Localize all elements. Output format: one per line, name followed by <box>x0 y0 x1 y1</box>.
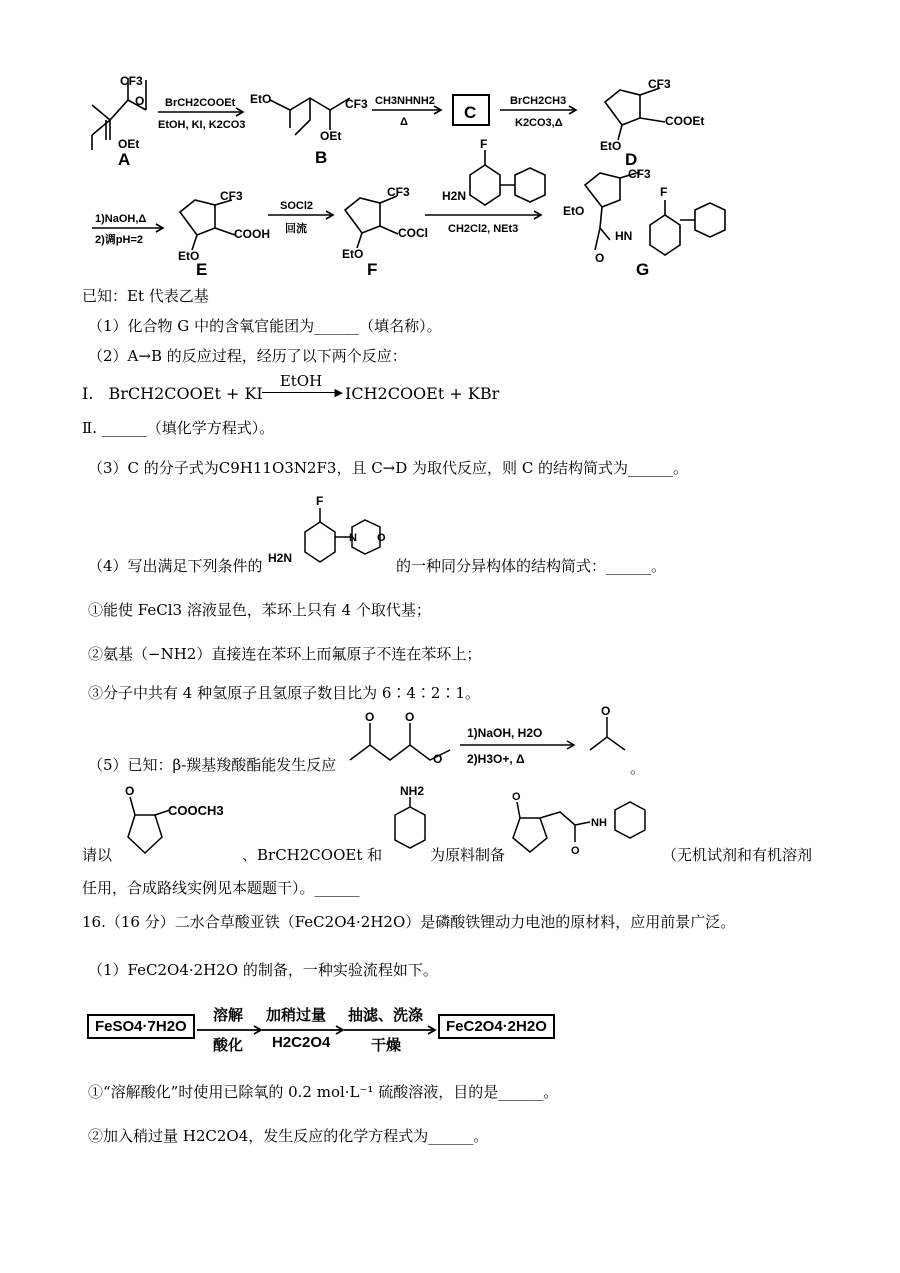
equation-i-label: Ⅰ. <box>82 384 94 403</box>
q5-target-o2: O <box>571 845 580 857</box>
q4-structure-o: O <box>377 532 386 544</box>
flow-step-3-top: 抽滤、洗涤 <box>348 1007 424 1024</box>
question-16-b: ②加入稍过量 H2C2O4，发生反应的化学方程式为______。 <box>88 1127 489 1145</box>
amine-reagent-ring <box>470 150 545 205</box>
equation-i-cond: EtOH <box>279 372 323 390</box>
a-cf3: CF3 <box>120 74 143 88</box>
b-eto: EtO <box>250 92 272 106</box>
molecule-f-ring <box>345 196 398 248</box>
q4-structure-f: F <box>316 494 324 508</box>
question-3: （3）C 的分子式为C9H11O3N2F3，且 C→D 为取代反应，则 C 的结构简式为______。 <box>88 459 689 477</box>
molecule-e-ring <box>180 200 235 250</box>
question-2-ii: Ⅱ. ______（填化学方程式）。 <box>82 419 275 437</box>
a-oet: OEt <box>118 137 140 151</box>
d-cf3: CF3 <box>648 77 671 91</box>
label-d: D <box>625 150 638 169</box>
q5-cyclopentanone-ester <box>110 785 250 875</box>
question-16-1: （1）FeC2O4·2H2O 的制备，一种实验流程如下。 <box>88 961 438 979</box>
known-note: 已知：Et 代表乙基 <box>82 287 209 305</box>
question-4-cond-3: ③分子中共有 4 种氢原子且氢原子数目比为 6∶4∶2∶1。 <box>88 684 481 702</box>
arrow-b-c-bottom: Δ <box>400 116 408 128</box>
amine-h2n: H2N <box>442 189 467 203</box>
q5-target-nh: NH <box>591 817 607 829</box>
f-cf3: CF3 <box>387 185 410 199</box>
question-5-b5: 任用，合成路线实例见本题题干）。______ <box>82 879 360 897</box>
q5-reaction-o1: O <box>365 710 375 724</box>
e-eto: EtO <box>178 249 200 263</box>
question-5-b3: 为原料制备 <box>430 846 506 864</box>
flow-start-box: FeSO4·7H2O <box>87 1014 195 1039</box>
g-hn: HN <box>615 229 633 243</box>
label-g: G <box>636 260 650 279</box>
b-oet: OEt <box>320 129 342 143</box>
synthesis-scheme <box>0 0 900 285</box>
a-o: O <box>135 94 145 108</box>
question-4-cond-1: ①能使 FeCl3 溶液显色，苯环上只有 4 个取代基； <box>88 601 431 619</box>
question-4-post: 的一种同分异构体的结构简式：______。 <box>396 557 667 575</box>
f-cocl: COCl <box>398 226 428 240</box>
arrow-e-f-top: SOCl2 <box>280 200 314 212</box>
question-16-a: ①“溶解酸化”时使用已除氧的 0.2 mol·L⁻¹ 硫酸溶液，目的是______。 <box>88 1083 559 1101</box>
molecule-d-ring <box>605 88 665 140</box>
question-4-pre: （4）写出满足下列条件的 <box>88 557 263 575</box>
q5-arrow-bottom: 2)H3O+, Δ <box>467 752 525 766</box>
arrow-e-f-bottom: 回流 <box>285 223 307 235</box>
f-eto: EtO <box>342 247 364 261</box>
arrow-a-b-bottom: EtOH, KI, K2CO3 <box>158 119 246 131</box>
q4-structure <box>260 492 410 582</box>
d-cooet: COOEt <box>665 114 705 128</box>
q4-structure-n: N <box>349 532 357 544</box>
question-5-end: 。 <box>630 759 646 777</box>
q5-reaction-o2: O <box>405 710 415 724</box>
q4-structure-h2n: H2N <box>268 551 293 565</box>
q5-ester-group: COOCH3 <box>168 803 224 818</box>
question-1: （1）化合物 G 中的含氧官能团为______（填名称）。 <box>88 317 442 335</box>
question-5-pre: （5）已知：β-羰基羧酸酯能发生反应 <box>88 756 337 774</box>
g-eto: EtO <box>563 204 585 218</box>
q5-target <box>505 790 665 870</box>
equation-i-arrow: EtOH ▶ <box>262 372 340 393</box>
arrow-c-d-top: BrCH2CH3 <box>510 95 567 107</box>
equation-i-right: ICH2COOEt + KBr <box>345 384 500 403</box>
g-o: O <box>595 251 605 265</box>
label-c: C <box>464 103 477 122</box>
flow-step-2-top: 加稍过量 <box>266 1007 327 1024</box>
flow-arrows <box>0 1020 900 1040</box>
question-2: （2）A→B 的反应过程，经历了以下两个反应： <box>88 347 407 365</box>
amine-f: F <box>480 137 488 151</box>
question-5-b2: 、BrCH2COOEt 和 <box>242 846 383 864</box>
label-e: E <box>196 260 208 279</box>
q5-arrow-top: 1)NaOH, H2O <box>467 726 543 740</box>
e-cooh: COOH <box>234 227 270 241</box>
g-f: F <box>660 185 668 199</box>
arrow-d-e-top: 1)NaOH,Δ <box>95 213 147 225</box>
equation-i-left: BrCH2COOEt + KI <box>108 384 263 403</box>
label-f: F <box>367 260 378 279</box>
flow-step-1-bottom: 酸化 <box>213 1037 244 1054</box>
q5-reaction-o4: O <box>601 705 611 718</box>
arrow-c-d-bottom: K2CO3,Δ <box>515 117 563 129</box>
question-5-b1: 请以 <box>82 846 113 864</box>
q5-reaction-o3: O <box>433 752 443 766</box>
flow-step-1-top: 溶解 <box>213 1007 244 1024</box>
g-cf3: CF3 <box>628 167 651 181</box>
label-a: A <box>118 150 131 169</box>
flow-end-box: FeC2O4·2H2O <box>438 1014 555 1039</box>
e-cf3: CF3 <box>220 189 243 203</box>
arrow-b-c-top: CH3NHNH2 <box>375 95 435 107</box>
question-16: 16.（16 分）二水合草酸亚铁（FeC2O4·2H2O）是磷酸铁锂动力电池的原材料，应用前景广泛。 <box>82 913 736 931</box>
molecule-g-skeleton <box>585 172 725 255</box>
flow-step-3-bottom: 干燥 <box>371 1037 402 1054</box>
arrow-d-e-bottom: 2)调pH=2 <box>95 234 143 246</box>
q5-ester-o: O <box>125 785 135 798</box>
q5-target-o1: O <box>512 791 521 803</box>
label-b: B <box>315 148 328 167</box>
d-eto: EtO <box>600 139 622 153</box>
b-cf3: CF3 <box>345 97 368 111</box>
q5-aniline-nh2: NH2 <box>400 785 425 798</box>
q5-reaction <box>345 705 665 785</box>
arrow-f-g-bottom: CH2Cl2, NEt3 <box>448 223 519 235</box>
flow-step-2-bottom: H2C2O4 <box>272 1034 331 1051</box>
arrow-a-b-top: BrCH2COOEt <box>165 97 236 109</box>
equation-i <box>82 384 263 404</box>
question-5-b4: （无机试剂和有机溶剂 <box>662 846 813 864</box>
question-4-cond-2: ②氨基（−NH2）直接连在苯环上而氟原子不连在苯环上； <box>88 645 482 663</box>
